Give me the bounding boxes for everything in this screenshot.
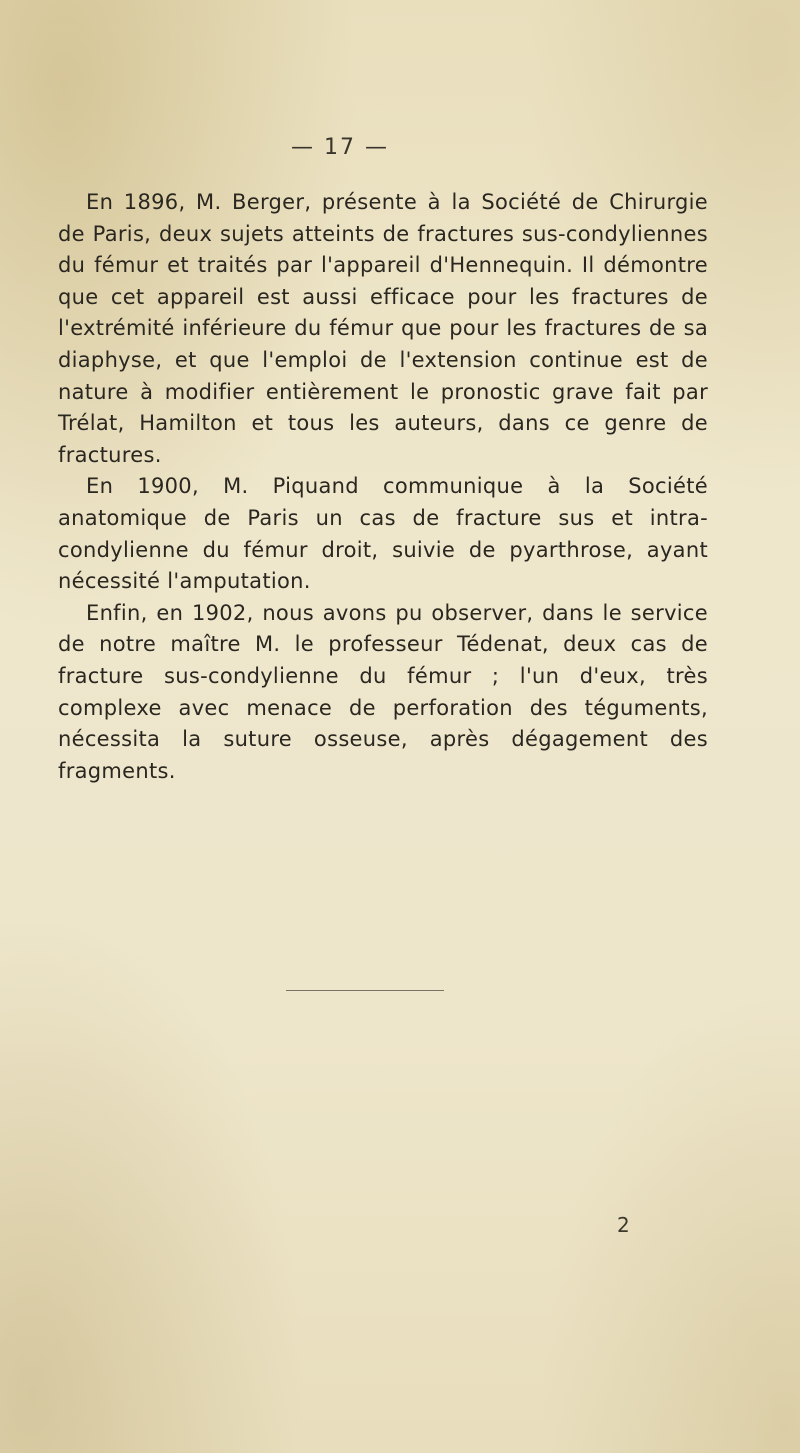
signature-mark: 2: [617, 1213, 630, 1237]
page-number: — 17 —: [291, 135, 389, 160]
body-text: [58, 187, 708, 787]
paragraph-piquand: En 1900, M. Piquand communique à la Société anatomique de Paris un cas de fracture sus et intra-condylienne du fémur droit, suivie de pyarthrose, ayant nécessité l'amputation.: [58, 474, 708, 594]
paragraph-tedenat: Enfin, en 1902, nous avons pu observer, dans le service de notre maître M. le professeur Tédenat, deux cas de fracture sus-condylienne du fémur ; l'un d'eux, très complexe avec menace de perforation des téguments, nécessita la suture osseuse, après dégagement des fragments.: [58, 600, 708, 783]
paragraph-berger: En 1896, M. Berger, présente à la Société de Chirurgie de Paris, deux sujets atteints de fractures sus-condyliennes du fémur et traités par l'appareil d'Hennequin. Il démontre que cet appareil est aussi efficace pour les fractures de l'extrémité inférieure du fémur que pour les fractures de sa diaphyse, et que l'emploi de l'extension continue est de nature à modifier entièrement le pronostic grave fait par Trélat, Hamilton et tous les auteurs, dans ce genre de fractures.: [58, 190, 708, 467]
section-separator: [286, 990, 444, 991]
